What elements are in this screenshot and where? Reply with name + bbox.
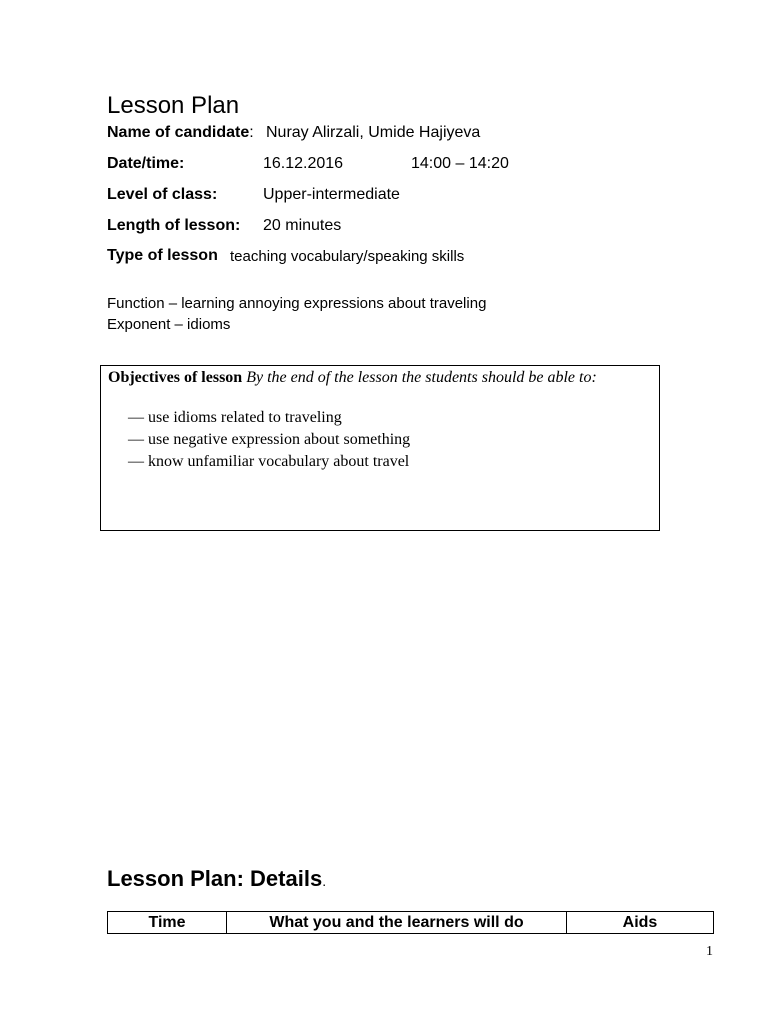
details-heading: Lesson Plan: Details. [107,866,327,891]
candidate-value: Nuray Alirzali, Umide Hajiyeva [266,124,481,141]
objective-item: — know unfamiliar vocabulary about travel [128,453,410,470]
type-value: teaching vocabulary/speaking skills [230,248,465,265]
length-label: Length of lesson: [107,217,241,234]
details-table-header [107,911,714,934]
exponent-line: Exponent – idioms [107,316,231,333]
column-activities: What you and the learners will do [227,912,567,933]
length-value: 20 minutes [263,217,342,234]
objectives-list [128,407,410,473]
time-value: 14:00 – 14:20 [411,155,509,172]
level-value: Upper-intermediate [263,186,400,203]
objective-item: — use idioms related to traveling [128,409,342,426]
page-title: Lesson Plan [107,92,240,119]
column-time: Time [108,912,227,933]
objectives-box [100,365,660,531]
level-label: Level of class: [107,186,218,203]
type-label: Type of lesson [107,247,218,264]
candidate-label: Name of candidate: [107,124,254,141]
date-label: Date/time: [107,155,185,172]
date-value: 16.12.2016 [263,155,344,172]
objectives-heading: Objectives of lesson By the end of the lesson the students should be able to: [108,369,597,386]
column-aids: Aids [622,913,658,931]
objective-item: — use negative expression about something [128,431,411,448]
page-number: 1 [706,944,713,959]
function-line: Function – learning annoying expressions about traveling [107,295,487,312]
